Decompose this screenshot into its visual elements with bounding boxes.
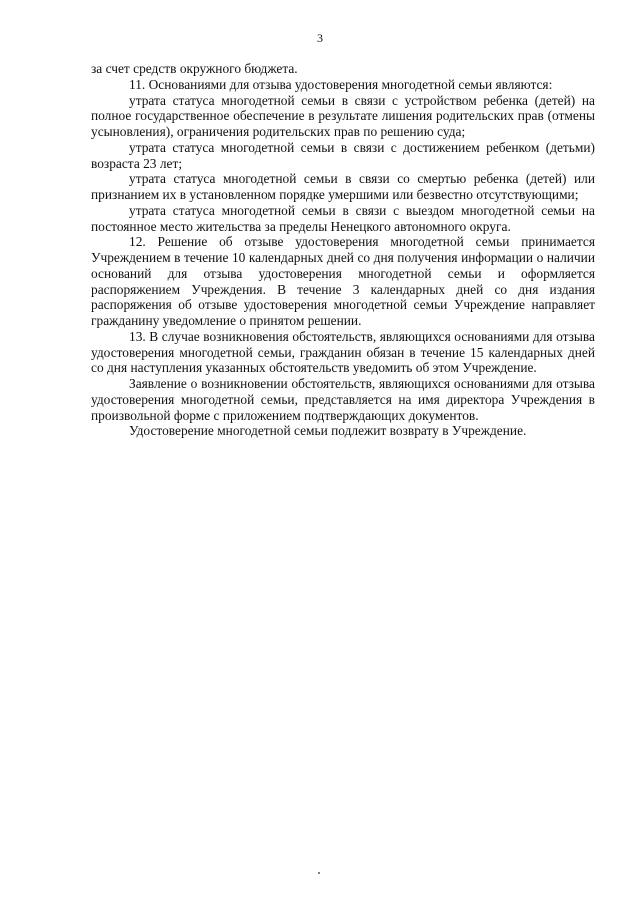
page-number: 3: [317, 31, 323, 45]
paragraph-continuation: за счет средств окружного бюджета.: [91, 61, 298, 76]
paragraph-ground-relocation: утрата статуса многодетной семьи в связи с выездом многодетной семьи на постоянное место жительства за пределы Ненецкого автономного округа.: [91, 202, 595, 234]
scan-dot-mark: [318, 872, 320, 874]
paragraph-application: Заявление о возникновении обстоятельств, являющихся основаниями для отзыва удостоверения многодетной семьи, представляется на имя директора Учреждения в произвольной форме с приложением подтверждающих документов.: [91, 376, 595, 423]
paragraph-ground-age: утрата статуса многодетной семьи в связи с достижением ребенком (детьми) возраста 23 лет;: [91, 139, 595, 171]
paragraph-item-11: 11. Основаниями для отзыва удостоверения многодетной семьи являются:: [129, 76, 553, 92]
paragraph-item-12: 12. Решение об отзыве удостоверения многодетной семьи принимается Учреждением в течение 10 календарных дней со дня получения информации о наличии оснований для отзыва удостоверения многодетной семьи и оформляется распоряжением Учреждения. В течение 3 календарных дней со дня издания распоряжения об отзыве удостоверения многодетной семьи Учреждение направляет гражданину уведомление о принятом решении.: [91, 234, 595, 328]
paragraph-return: Удостоверение многодетной семьи подлежит возврату в Учреждение.: [129, 423, 527, 439]
document-body: [91, 61, 595, 439]
paragraph-item-13: 13. В случае возникновения обстоятельств, являющихся основаниями для отзыва удостоверения многодетной семьи, гражданин обязан в течение 15 календарных дней со дня наступления указанных обстоятельств уведомить об этом Учреждение.: [91, 328, 595, 376]
paragraph-ground-custody: утрата статуса многодетной семьи в связи с устройством ребенка (детей) на полное государственное обеспечение в результате лишения родительских прав (отмены усыновления), ограничения родительских прав по решению суда;: [91, 92, 595, 139]
paragraph-ground-death: утрата статуса многодетной семьи в связи со смертью ребенка (детей) или признанием их в установленном порядке умершими или безвестно отсутствующими;: [91, 171, 595, 202]
